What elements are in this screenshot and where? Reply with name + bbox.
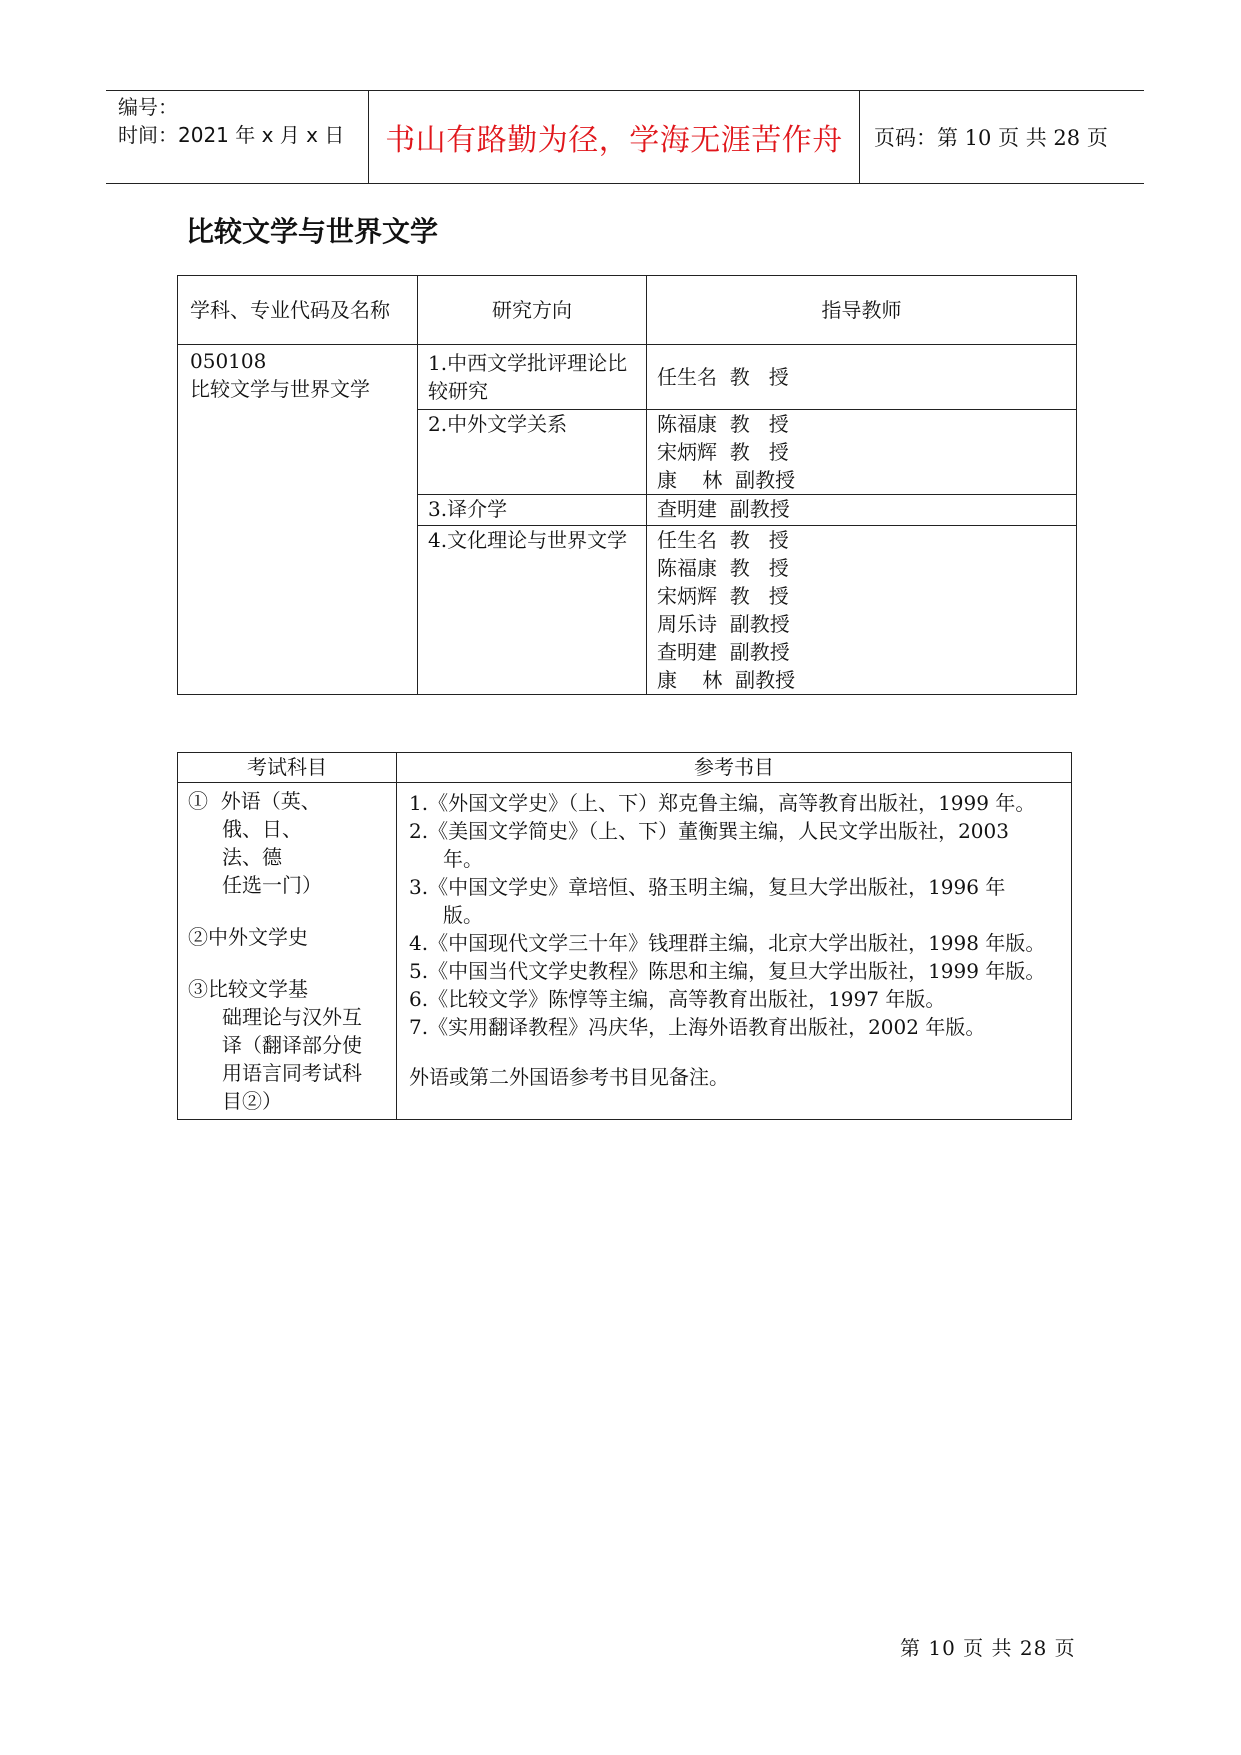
advisor-name: 宋炳辉 教 授: [657, 584, 789, 608]
exam-table: [177, 752, 1072, 1120]
subject-1-cont: 俄、日、: [222, 817, 302, 841]
col-exam-subjects: 考试科目: [178, 753, 397, 783]
direction-cell: [418, 495, 647, 526]
col-direction: 研究方向: [418, 276, 647, 345]
subject-1-cont: 法、德: [222, 845, 282, 869]
advisor-name: 宋炳辉 教 授: [657, 440, 789, 464]
direction-text: 3.译介学: [428, 497, 508, 521]
book-text: 3.《中国文学史》章培恒、骆玉明主编，复旦大学出版社，1996 年: [409, 875, 1006, 899]
exam-subjects-cell: [178, 783, 397, 1120]
book-item: [409, 985, 1065, 1013]
table-row: [178, 783, 1072, 1120]
direction-text: 4.文化理论与世界文学: [428, 528, 628, 552]
book-text-cont: 版。: [443, 903, 483, 927]
header-meta: [106, 91, 369, 183]
page-header: [106, 90, 1144, 184]
subject-3-cont: 用语言同考试科: [222, 1061, 362, 1085]
book-item: [409, 873, 1065, 929]
page-footer: 第 10 页 共 28 页: [900, 1636, 1076, 1660]
table-row: [178, 345, 1077, 410]
exam-table-header: [178, 753, 1072, 783]
direction-cell: [418, 345, 647, 410]
discipline-code: 050108: [190, 349, 267, 373]
direction-text: 1.中西文学批评理论比: [428, 351, 628, 375]
advisor-cell: [647, 526, 1077, 695]
number-label: 编号：: [118, 95, 178, 119]
subject-2: ②中外文学史: [188, 925, 308, 949]
col-reference-books: 参考书目: [397, 753, 1072, 783]
subject-3-cont: 目②）: [222, 1089, 282, 1113]
advisor-name: 陈福康 教 授: [657, 556, 789, 580]
book-text: 1.《外国文学史》（上、下）郑克鲁主编，高等教育出版社，1999 年。: [409, 791, 1036, 815]
header-motto: 书山有路勤为径，学海无涯苦作舟: [369, 91, 860, 183]
discipline-name: 比较文学与世界文学: [190, 377, 370, 401]
advisor-cell: [647, 410, 1077, 495]
subject-3-cont: 译（翻译部分使: [222, 1033, 362, 1057]
advisor-cell: [647, 495, 1077, 526]
book-item: [409, 789, 1065, 817]
discipline-cell: [178, 345, 418, 695]
reference-books-cell: [397, 783, 1072, 1120]
advisor-table: [177, 275, 1077, 695]
col-discipline: 学科、专业代码及名称: [178, 276, 418, 345]
direction-cell: [418, 526, 647, 695]
book-text-cont: 年。: [443, 847, 483, 871]
advisor-name: 周乐诗 副教授: [657, 612, 790, 636]
subject-1: ① 外语（英、: [188, 789, 321, 813]
subject-3-cont: 础理论与汉外互: [222, 1005, 362, 1029]
book-text: 4.《中国现代文学三十年》钱理群主编，北京大学出版社，1998 年版。: [409, 931, 1046, 955]
direction-text: 较研究: [428, 379, 488, 403]
advisor-name: 康 林 副教授: [657, 468, 796, 492]
direction-text: 2.中外文学关系: [428, 412, 568, 436]
section-title: 比较文学与世界文学: [186, 215, 439, 248]
advisor-table-header: [178, 276, 1077, 345]
books-note: 外语或第二外国语参考书目见备注。: [409, 1065, 729, 1089]
advisor-name: 任生名 教 授: [657, 365, 789, 389]
advisor-name: 查明建 副教授: [657, 640, 790, 664]
book-text: 5.《中国当代文学史教程》陈思和主编，复旦大学出版社，1999 年版。: [409, 959, 1046, 983]
time-label: 时间：2021 年 x 月 x 日: [118, 123, 345, 147]
book-item: [409, 817, 1065, 873]
col-advisor: 指导教师: [647, 276, 1077, 345]
book-item: [409, 929, 1065, 957]
advisor-name: 任生名 教 授: [657, 528, 789, 552]
header-page-info: 页码：第 10 页 共 28 页: [874, 126, 1108, 150]
book-text: 2.《美国文学简史》（上、下）董衡巽主编，人民文学出版社，2003: [409, 819, 1009, 843]
book-text: 7.《实用翻译教程》冯庆华，上海外语教育出版社，2002 年版。: [409, 1015, 986, 1039]
book-text: 6.《比较文学》陈惇等主编，高等教育出版社，1997 年版。: [409, 987, 946, 1011]
advisor-name: 查明建 副教授: [657, 497, 790, 521]
book-item: [409, 957, 1065, 985]
direction-cell: [418, 410, 647, 495]
advisor-name: 康 林 副教授: [657, 668, 796, 692]
advisor-name: 陈福康 教 授: [657, 412, 789, 436]
advisor-cell: [647, 345, 1077, 410]
book-item: [409, 1013, 1065, 1041]
subject-1-cont: 任选一门）: [222, 873, 322, 897]
subject-3: ③比较文学基: [188, 977, 308, 1001]
